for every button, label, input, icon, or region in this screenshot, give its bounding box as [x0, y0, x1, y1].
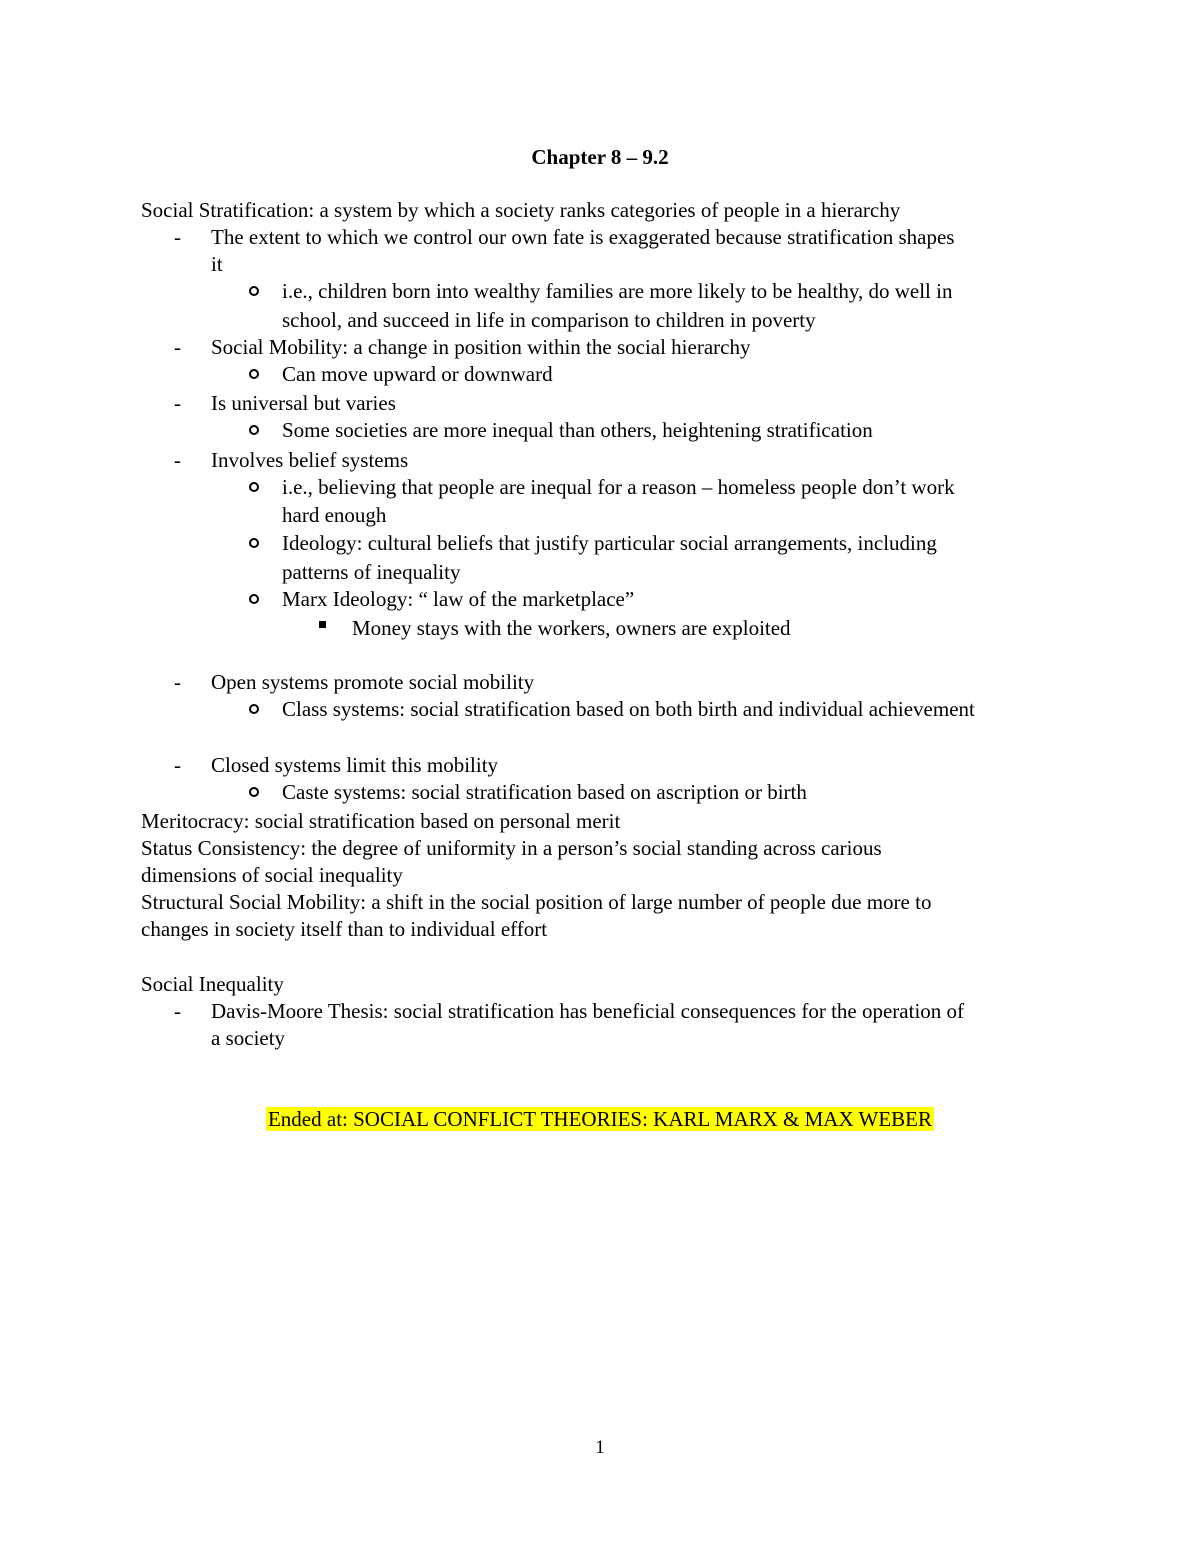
list-item-extent: The extent to which we control our own fate is exaggerated because stratification shapes: [211, 225, 955, 249]
definition-meritocracy: Meritocracy: social stratification based on personal merit: [141, 809, 621, 833]
dash-bullet: -: [174, 753, 181, 777]
sub-item-ideology-continued: patterns of inequality: [282, 560, 461, 584]
circle-bullet-icon: [249, 482, 259, 492]
list-item-extent-continued: it: [211, 252, 223, 276]
circle-bullet-icon: [249, 594, 259, 604]
sub-item-marx-ideology: Marx Ideology: “ law of the marketplace”: [282, 587, 635, 611]
list-item-davis-moore-continued: a society: [211, 1026, 286, 1050]
list-item-universal: Is universal but varies: [211, 391, 396, 415]
definition-status-consistency: Status Consistency: the degree of uniformity in a person’s social standing across carious: [141, 836, 882, 860]
list-item-davis-moore: Davis-Moore Thesis: social stratification has beneficial consequences for the operation of: [211, 999, 965, 1023]
dash-bullet: -: [174, 999, 181, 1023]
dash-bullet: -: [174, 670, 181, 694]
list-item-closed-systems: Closed systems limit this mobility: [211, 753, 499, 777]
dash-bullet: -: [174, 448, 181, 472]
list-item-social-mobility: Social Mobility: a change in position within the social hierarchy: [211, 335, 751, 359]
page-title: Chapter 8 – 9.2: [531, 145, 669, 169]
sub-item-ie-believing: i.e., believing that people are inequal for a reason – homeless people don’t work: [282, 475, 955, 499]
circle-bullet-icon: [249, 369, 259, 379]
sub-sub-item-money-stays: Money stays with the workers, owners are exploited: [352, 616, 791, 640]
dash-bullet: -: [174, 225, 181, 249]
sub-item-ie-believing-continued: hard enough: [282, 503, 387, 527]
circle-bullet-icon: [249, 704, 259, 714]
sub-item-ie-children-continued: school, and succeed in life in comparison to children in poverty: [282, 308, 816, 332]
list-item-open-systems: Open systems promote social mobility: [211, 670, 535, 694]
definition-structural-social-mobility: Structural Social Mobility: a shift in the social position of large number of people due more to: [141, 890, 932, 914]
definition-status-consistency-continued: dimensions of social inequality: [141, 863, 403, 887]
sub-item-caste-systems: Caste systems: social stratification based on ascription or birth: [282, 780, 807, 804]
sub-item-ie-children: i.e., children born into wealthy families are more likely to be healthy, do well in: [282, 279, 953, 303]
square-bullet-icon: [319, 621, 326, 628]
circle-bullet-icon: [249, 787, 259, 797]
sub-item-some-societies: Some societies are more inequal than others, heightening stratification: [282, 418, 873, 442]
section-heading-social-inequality: Social Inequality: [141, 972, 284, 996]
dash-bullet: -: [174, 335, 181, 359]
ended-at-note: [0, 1104, 1200, 1134]
dash-bullet: -: [174, 391, 181, 415]
circle-bullet-icon: [249, 538, 259, 548]
circle-bullet-icon: [249, 286, 259, 296]
sub-item-can-move: Can move upward or downward: [282, 362, 553, 386]
definition-structural-social-mobility-continued: changes in society itself than to individual effort: [141, 917, 548, 941]
page-number: 1: [595, 1437, 605, 1458]
sub-item-ideology: Ideology: cultural beliefs that justify particular social arrangements, including: [282, 531, 937, 555]
definition-social-stratification: Social Stratification: a system by which a society ranks categories of people in a hierarchy: [141, 198, 901, 222]
ended-at-highlight: Ended at: SOCIAL CONFLICT THEORIES: KARL MARX & MAX WEBER: [267, 1107, 933, 1131]
list-item-belief-systems: Involves belief systems: [211, 448, 409, 472]
circle-bullet-icon: [249, 425, 259, 435]
sub-item-class-systems: Class systems: social stratification based on both birth and individual achievement: [282, 697, 975, 721]
